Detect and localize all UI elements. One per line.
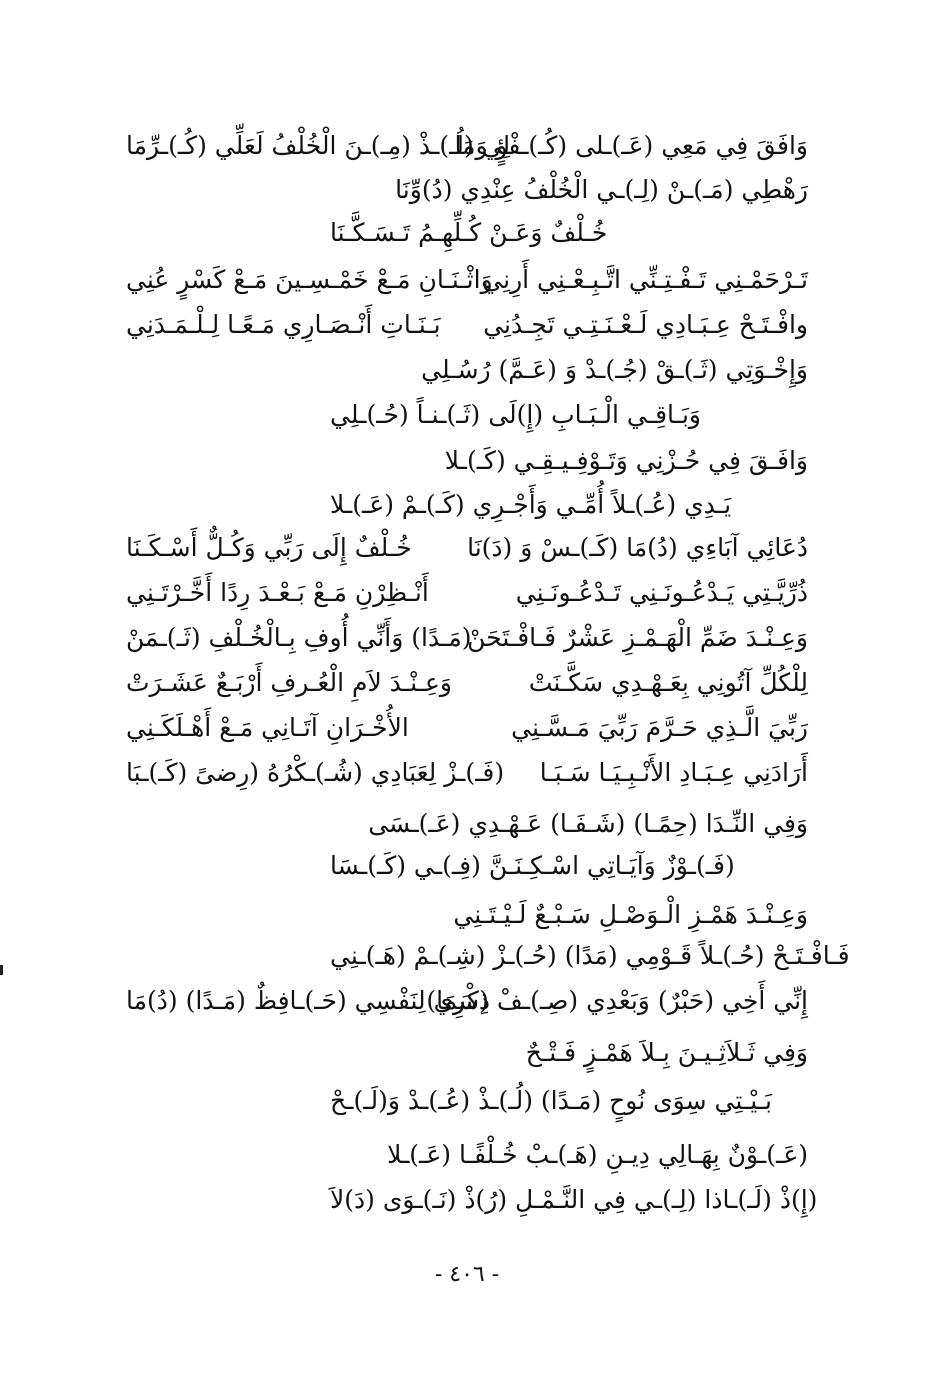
hemistich-second: خُـلْفٌ إِلَى رَبِّي وَكُـلٌّ أَسْـكَـنَا — [126, 533, 412, 562]
verse-line — [368, 806, 808, 842]
hemistich-second: (مَـدًا) وَأَنِّي أُوفِ بِـالْخُـلْفِ (ثَـ)ـمَنْ — [126, 623, 472, 652]
hemistich-first: وَافَـقَ فِي حُـزْنِي وَتَـوْفِـيـقِـي (كَـ)ـلا — [444, 446, 808, 475]
verse-line — [453, 897, 808, 933]
verse-line — [330, 848, 808, 884]
verse-line — [126, 620, 808, 656]
hemistich-first: وَعِـنْـدَ هَمْـزِ الْـوَصْـلِ سَـبْـعٌ لَـيْـتَـنِي — [453, 900, 808, 929]
verse-line — [126, 530, 808, 566]
hemistich-first: وافْـتَـحْ عِـبَـادِي لَـعْـنَـتِـي تَجِـدُنِي — [483, 310, 808, 339]
hemistich-first: لِلْكُلِّ آتُونِي بِعَـهْـدِي سَكَّـنَتْ — [528, 668, 808, 697]
hemistich-second: فَـافْـتَـحْ (حُـ)ـلاً قَـوْمِي (مَدًا) (حُـ)ـزْ (شِـ)ـمْ (هَـ)ـنِي — [330, 941, 850, 970]
hemistich-first: وَعِـنْـدَ ضَمِّ الْهَـمْـزِ عَشْرٌ فَـافْـتَحَنْ — [467, 623, 808, 652]
hemistich-second: لِي (لُـ)ـذْ (مِـ)ـنَ الْخُلْفُ لَعَلِّي (كُـ)ـرِّمَا — [126, 131, 511, 160]
verse-line — [330, 397, 808, 433]
scan-edge-mark — [0, 965, 3, 975]
hemistich-first: وَفِي النِّـدَا (حِمًـا) (شَـفَـا) عَـهْـدِي (عَـ)ـسَى — [368, 809, 808, 838]
hemistich-first: أَرَادَنِي عِـبَـادِ الأَنْـبِـيَـا سَـبَـا — [539, 758, 808, 787]
hemistich-second: خُـلْفٌ وَعَـنْ كُـلِّهِـمُ تَـسَـكَّـنَا — [330, 218, 608, 247]
verse-line — [126, 755, 808, 791]
hemistich-first: دُعَائِي آبَاءِي (دُ)مَا (كَـ)ـسْ وَ (دَ)نَا — [467, 533, 808, 562]
hemistich-second: وَعِـنْـدَ لاَمِ الْعُـرفِ أَرْبَـعٌ عَشَـرَتْ — [126, 668, 452, 697]
verse-line — [330, 1182, 818, 1218]
verse-line — [126, 983, 808, 1019]
verse-line — [126, 128, 808, 164]
hemistich-second: بَـنَـاتِ أَنْـصَـارِي مَـعًـا لِـلْـمَـدَنِي — [126, 310, 441, 339]
hemistich-second: وَاثْـنَـانِ مَـعْ خَمْـسِـينَ مَـعْ كَسْرٍ عُنِي — [126, 265, 493, 294]
hemistich-first: وَإِخْـوَتِي (ثَـ)ـقْ (جُـ)ـدْ وَ (عَـمَّ) رُسُـلِي — [421, 355, 808, 384]
verse-line — [330, 487, 808, 523]
hemistich-second: ذِكْرِي لِنَفْسِي (حَـ)ـافِظٌ (مَـدًا) (دُ)مَا — [126, 986, 490, 1015]
hemistich-second: يَـدِي (عُـ)ـلاً أُمِّـي وَأَجْـرِي (كَـ)ـمْ (عَـ)ـلا — [330, 490, 732, 519]
hemistich-first: رَهْطِي (مَـ)ـنْ (لِـ)ـي الْخُلْفُ عِنْدِي (دُ)وِّنَا — [395, 175, 808, 204]
verse-line — [126, 710, 808, 746]
hemistich-second: وَبَـاقِـي الْـبَـابِ (إِ)لَى (ثَـ)ـنـاً (حُـ)ـلِي — [330, 400, 702, 429]
hemistich-first: وَفِي ثَـلاَثِـيـنَ بِـلاَ هَمْـزٍ فَـتْـحٌ — [525, 1038, 808, 1067]
verse-line — [445, 443, 808, 479]
hemistich-second: أَنْـظِرْنِ مَـعْ بَـعْـدَ رِدًا أَخَّـرْتَـنِي — [126, 578, 429, 607]
hemistich-first: وَافَقَ فِي مَعِي (عَـ)ـلى (كُـ)ـفْؤٍ وَمَا — [454, 131, 808, 160]
hemistich-first: (عَـ)ـوْنٌ بِهَـالِي دِيـنِ (هَـ)ـبْ خُـلْفًـا (عَـ)ـلا — [387, 1140, 808, 1169]
verse-line — [526, 1035, 808, 1071]
hemistich-first: تَـرْحَمْـنِي تَـفْـتِـنِّي اتَّـبِـعْـنِي أَرِنِي — [482, 265, 808, 294]
verse-line — [126, 575, 808, 611]
verse-line — [330, 215, 808, 251]
hemistich-first: إِنِّي أَخِي (حَبْرٌ) وَبَعْدِي (صِـ)ـفْ (سَمَا) — [426, 986, 808, 1015]
verse-line — [387, 1137, 808, 1173]
hemistich-first: رَبِّيَ الَّـذِي حَـرَّمَ رَبِّيَ مَـسَّـنِي — [511, 713, 808, 742]
hemistich-first: ذُرِّيَّـتِي يَـدْعُـونَـنِي تَـدْعُـونَـنِي — [515, 578, 808, 607]
hemistich-second: (فَـ)ـوْزٌ وَآيَـاتِي اسْـكِـنَـنَّ (فِـ)ـي (كَـ)ـسَا — [330, 851, 735, 880]
hemistich-second: (إِ)ذْ (لَـ)ـاذا (لِـ)ـي فِي النَّـمْـلِ (رُ)ذْ (نَـ)ـوَى (دَ)لاَ — [330, 1185, 818, 1214]
verse-line — [126, 262, 808, 298]
verse-line — [421, 352, 808, 388]
hemistich-second: الأُخْـرَانِ آتَـانِي مَـعْ أَهْـلَكَـنِي — [126, 713, 409, 742]
verse-line — [126, 307, 808, 343]
hemistich-second: بَـيْـتِي سِوَى نُوحٍ (مَـدًا) (لُـ)ـذْ (عُـ)ـدْ وَ(لَـ)ـحْ — [330, 1086, 773, 1115]
verse-line — [330, 1083, 808, 1119]
page-number: - ٤٠٦ - — [434, 1262, 500, 1287]
verse-line — [330, 938, 850, 974]
hemistich-second: (فَـ)ـزْ لِعَبَادِي (شُـ)ـكْرُهُ (رِضىً (كَـ)ـبَا — [126, 758, 505, 787]
verse-line — [126, 665, 808, 701]
verse-line — [395, 172, 808, 208]
